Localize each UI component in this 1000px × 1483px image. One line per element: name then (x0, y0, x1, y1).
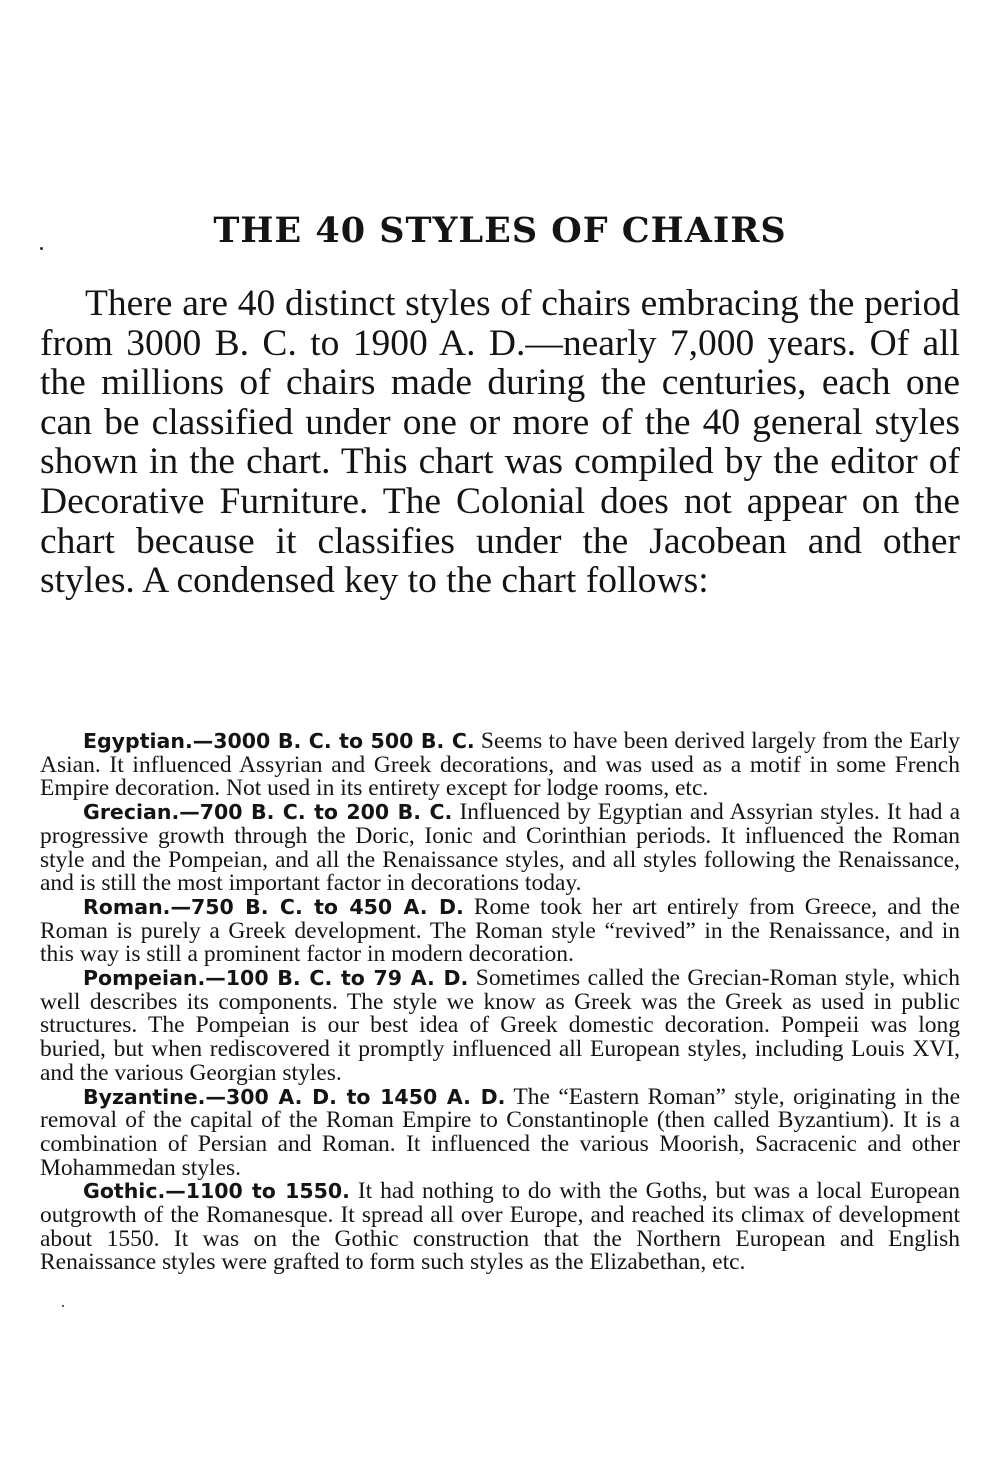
style-entry-grecian (40, 801, 960, 896)
entry-heading: Byzantine.—300 A. D. to 1450 A. D. (83, 1084, 506, 1109)
entry-text: It had nothing to do with the Goths, but was a local European outgrowth of the Romanesque. It spread all over Europe, and reached its climax of development about 1550. It was on the Gothic construction that the Northern European and English Renaissance styles were grafted to form such styles as the Elizabethan, etc. (40, 1178, 960, 1276)
style-entry-pompeian (40, 967, 960, 1086)
entry-text: Influenced by Egyptian and Assyrian styles. It had a progressive growth through the Doric, Ionic and Corinthian periods. It influenced the Roman style and the Pompeian, and all the Renaissance styles, and all styles following the Renaissance, and is still the most important factor in decorations today. (40, 799, 960, 897)
style-key-list (40, 730, 960, 1275)
style-entry-gothic (40, 1180, 960, 1275)
entry-heading: Pompeian.—100 B. C. to 79 A. D. (83, 966, 469, 991)
entry-heading: Egyptian.—3000 B. C. to 500 B. C. (83, 729, 475, 753)
entry-text: Sometimes called the Grecian-Roman style, which well describes its components. The style we know as Greek was the Greek as used in public structures. The Pompeian is our best idea of Greek domestic decoration. Pompeii was long buried, but when rediscovered it promptly influenced all European styles, including Louis XVI, and the various Georgian styles. (40, 965, 960, 1086)
intro-paragraph: There are 40 distinct styles of chairs embracing the period from 3000 B. C. to 1900 A. D.—nearly 7,000 years. Of all the millions of chairs made during the centuries, each one can be classified under one or more of the 40 general styles shown in the chart. This chart was compiled by the editor of Decorative Furniture. The Colonial does not appear on the chart because it classifies under the Jacobean and other styles. A condensed key to the chart follows: (40, 283, 960, 602)
entry-text: The “Eastern Roman” style, originating in the removal of the capital of the Roman Empire to Constantinople (then called Byzantium). It is a combination of Persian and Roman. It influenced the various Moorish, Sacracenic and other Mohammedan styles. (40, 1083, 960, 1181)
style-entry-byzantine (40, 1083, 960, 1181)
page-title: THE 40 STYLES OF CHAIRS (213, 210, 787, 251)
style-entry-egyptian (40, 730, 960, 801)
entry-text: Seems to have been derived largely from the Early Asian. It influenced Assyrian and Greek decorations, and was used as a motif in some French Empire decoration. Not used in its entirety except for lodge rooms, etc. (40, 728, 960, 802)
entry-heading: Gothic.—1100 to 1550. (83, 1179, 350, 1204)
style-entry-roman (40, 893, 960, 968)
print-speck (62, 1305, 64, 1307)
entry-text: Rome took her art entirely from Greece, and the Roman is purely a Greek development. The Roman style “revived” in the Renaissance, and in this way is still a prominent factor in modern decoration. (40, 893, 960, 968)
entry-heading: Roman.—750 B. C. to 450 A. D. (83, 894, 464, 919)
entry-heading: Grecian.—700 B. C. to 200 B. C. (83, 800, 453, 825)
